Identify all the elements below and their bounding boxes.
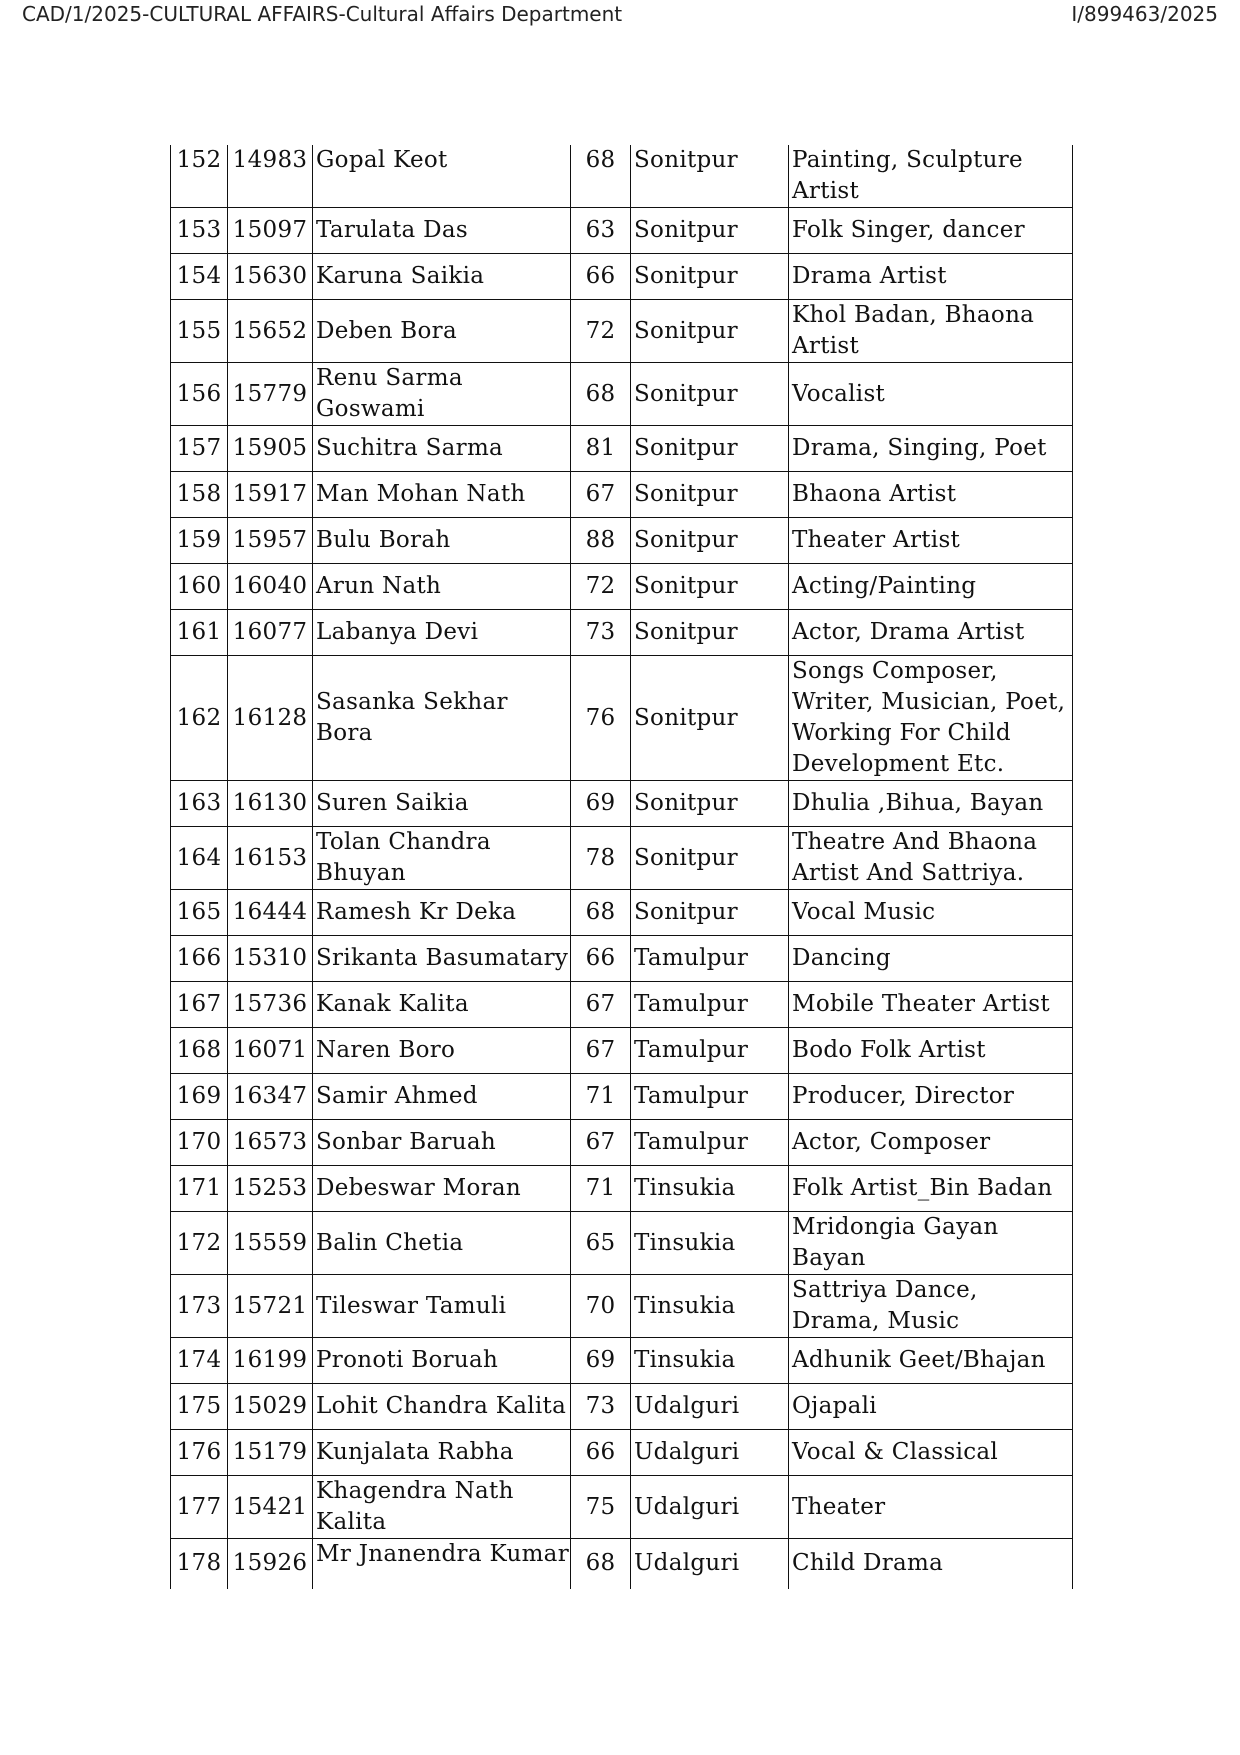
age-cell: 72	[571, 564, 631, 610]
age-cell: 68	[571, 363, 631, 426]
table-row	[171, 1384, 1073, 1430]
artist-name-cell: Gopal Keot	[313, 145, 571, 208]
serial-number-cell: 173	[171, 1275, 228, 1338]
art-field-cell: Khol Badan, Bhaona Artist	[789, 300, 1073, 363]
age-cell: 69	[571, 781, 631, 827]
table-row	[171, 363, 1073, 426]
artist-name-cell: Man Mohan Nath	[313, 472, 571, 518]
table-row	[171, 1028, 1073, 1074]
table-row	[171, 1476, 1073, 1539]
serial-number-cell: 168	[171, 1028, 228, 1074]
table-row	[171, 936, 1073, 982]
age-cell: 69	[571, 1338, 631, 1384]
district-cell: Udalguri	[631, 1384, 789, 1430]
document-reference: CAD/1/2025-CULTURAL AFFAIRS-Cultural Affairs Department	[22, 2, 623, 26]
artist-name-cell: Suren Saikia	[313, 781, 571, 827]
serial-number-cell: 160	[171, 564, 228, 610]
serial-number-cell: 167	[171, 982, 228, 1028]
table-row	[171, 890, 1073, 936]
art-field-cell: Actor, Drama Artist	[789, 610, 1073, 656]
artist-list-table	[170, 145, 1073, 1589]
id-number-cell: 16130	[228, 781, 313, 827]
serial-number-cell: 156	[171, 363, 228, 426]
district-cell: Sonitpur	[631, 472, 789, 518]
id-number-cell: 16573	[228, 1120, 313, 1166]
district-cell: Udalguri	[631, 1430, 789, 1476]
id-number-cell: 16444	[228, 890, 313, 936]
art-field-cell: Folk Singer, dancer	[789, 208, 1073, 254]
artist-name-cell: Sasanka Sekhar Bora	[313, 656, 571, 781]
district-cell: Sonitpur	[631, 781, 789, 827]
serial-number-cell: 175	[171, 1384, 228, 1430]
artist-name-cell: Samir Ahmed	[313, 1074, 571, 1120]
table-row	[171, 564, 1073, 610]
art-field-cell: Songs Composer, Writer, Musician, Poet, Working For Child Development Etc.	[789, 656, 1073, 781]
serial-number-cell: 170	[171, 1120, 228, 1166]
art-field-cell: Mridongia Gayan Bayan	[789, 1212, 1073, 1275]
age-cell: 66	[571, 936, 631, 982]
serial-number-cell: 164	[171, 827, 228, 890]
serial-number-cell: 178	[171, 1539, 228, 1589]
id-number-cell: 14983	[228, 145, 313, 208]
age-cell: 70	[571, 1275, 631, 1338]
district-cell: Sonitpur	[631, 208, 789, 254]
district-cell: Sonitpur	[631, 564, 789, 610]
table-row	[171, 610, 1073, 656]
artist-name-cell: Srikanta Basumatary	[313, 936, 571, 982]
serial-number-cell: 152	[171, 145, 228, 208]
artist-name-cell: Mr Jnanendra Kumar	[313, 1539, 571, 1589]
serial-number-cell: 154	[171, 254, 228, 300]
age-cell: 78	[571, 827, 631, 890]
id-number-cell: 16077	[228, 610, 313, 656]
table-row	[171, 300, 1073, 363]
table-body	[171, 145, 1073, 1589]
table-row	[171, 145, 1073, 208]
art-field-cell: Painting, Sculpture Artist	[789, 145, 1073, 208]
id-number-cell: 15957	[228, 518, 313, 564]
art-field-cell: Drama, Singing, Poet	[789, 426, 1073, 472]
age-cell: 67	[571, 1028, 631, 1074]
artist-name-cell: Tarulata Das	[313, 208, 571, 254]
artist-name-cell: Bulu Borah	[313, 518, 571, 564]
artist-name-cell: Khagendra Nath Kalita	[313, 1476, 571, 1539]
artist-name-cell: Kunjalata Rabha	[313, 1430, 571, 1476]
age-cell: 71	[571, 1074, 631, 1120]
id-number-cell: 15421	[228, 1476, 313, 1539]
art-field-cell: Sattriya Dance, Drama, Music	[789, 1275, 1073, 1338]
artist-name-cell: Suchitra Sarma	[313, 426, 571, 472]
id-number-cell: 15736	[228, 982, 313, 1028]
table-row	[171, 518, 1073, 564]
district-cell: Sonitpur	[631, 827, 789, 890]
id-number-cell: 15310	[228, 936, 313, 982]
district-cell: Sonitpur	[631, 426, 789, 472]
artist-name-cell: Kanak Kalita	[313, 982, 571, 1028]
serial-number-cell: 157	[171, 426, 228, 472]
artist-name-cell: Debeswar Moran	[313, 1166, 571, 1212]
art-field-cell: Actor, Composer	[789, 1120, 1073, 1166]
artist-name-cell: Sonbar Baruah	[313, 1120, 571, 1166]
art-field-cell: Dhulia ,Bihua, Bayan	[789, 781, 1073, 827]
serial-number-cell: 171	[171, 1166, 228, 1212]
serial-number-cell: 161	[171, 610, 228, 656]
table-row	[171, 1275, 1073, 1338]
artist-name-cell: Renu Sarma Goswami	[313, 363, 571, 426]
table-row	[171, 1338, 1073, 1384]
age-cell: 63	[571, 208, 631, 254]
document-number: I/899463/2025	[1071, 2, 1218, 26]
table-row	[171, 472, 1073, 518]
age-cell: 66	[571, 1430, 631, 1476]
table-row	[171, 1074, 1073, 1120]
art-field-cell: Dancing	[789, 936, 1073, 982]
table-row	[171, 1539, 1073, 1589]
art-field-cell: Theatre And Bhaona Artist And Sattriya.	[789, 827, 1073, 890]
district-cell: Sonitpur	[631, 656, 789, 781]
id-number-cell: 15029	[228, 1384, 313, 1430]
artist-name-cell: Tileswar Tamuli	[313, 1275, 571, 1338]
district-cell: Tinsukia	[631, 1212, 789, 1275]
id-number-cell: 15097	[228, 208, 313, 254]
district-cell: Tamulpur	[631, 1028, 789, 1074]
age-cell: 66	[571, 254, 631, 300]
district-cell: Sonitpur	[631, 300, 789, 363]
district-cell: Udalguri	[631, 1476, 789, 1539]
age-cell: 68	[571, 145, 631, 208]
art-field-cell: Producer, Director	[789, 1074, 1073, 1120]
artist-name-cell: Labanya Devi	[313, 610, 571, 656]
district-cell: Sonitpur	[631, 254, 789, 300]
age-cell: 73	[571, 1384, 631, 1430]
serial-number-cell: 163	[171, 781, 228, 827]
id-number-cell: 15630	[228, 254, 313, 300]
serial-number-cell: 155	[171, 300, 228, 363]
district-cell: Tinsukia	[631, 1338, 789, 1384]
age-cell: 75	[571, 1476, 631, 1539]
age-cell: 65	[571, 1212, 631, 1275]
art-field-cell: Theater	[789, 1476, 1073, 1539]
district-cell: Sonitpur	[631, 145, 789, 208]
table-row	[171, 827, 1073, 890]
id-number-cell: 15721	[228, 1275, 313, 1338]
serial-number-cell: 166	[171, 936, 228, 982]
art-field-cell: Vocalist	[789, 363, 1073, 426]
serial-number-cell: 169	[171, 1074, 228, 1120]
artist-name-cell: Lohit Chandra Kalita	[313, 1384, 571, 1430]
id-number-cell: 15652	[228, 300, 313, 363]
id-number-cell: 15253	[228, 1166, 313, 1212]
table-row	[171, 1430, 1073, 1476]
artist-name-cell: Naren Boro	[313, 1028, 571, 1074]
serial-number-cell: 174	[171, 1338, 228, 1384]
art-field-cell: Vocal Music	[789, 890, 1073, 936]
id-number-cell: 15779	[228, 363, 313, 426]
district-cell: Tamulpur	[631, 1074, 789, 1120]
age-cell: 67	[571, 472, 631, 518]
art-field-cell: Ojapali	[789, 1384, 1073, 1430]
artist-name-cell: Karuna Saikia	[313, 254, 571, 300]
serial-number-cell: 159	[171, 518, 228, 564]
id-number-cell: 15559	[228, 1212, 313, 1275]
artist-name-cell: Ramesh Kr Deka	[313, 890, 571, 936]
table-row	[171, 781, 1073, 827]
age-cell: 71	[571, 1166, 631, 1212]
art-field-cell: Adhunik Geet/Bhajan	[789, 1338, 1073, 1384]
art-field-cell: Acting/Painting	[789, 564, 1073, 610]
id-number-cell: 16128	[228, 656, 313, 781]
district-cell: Tamulpur	[631, 982, 789, 1028]
district-cell: Sonitpur	[631, 518, 789, 564]
age-cell: 67	[571, 1120, 631, 1166]
district-cell: Udalguri	[631, 1539, 789, 1589]
age-cell: 73	[571, 610, 631, 656]
district-cell: Tinsukia	[631, 1275, 789, 1338]
district-cell: Tamulpur	[631, 936, 789, 982]
id-number-cell: 16199	[228, 1338, 313, 1384]
district-cell: Tinsukia	[631, 1166, 789, 1212]
artist-name-cell: Balin Chetia	[313, 1212, 571, 1275]
age-cell: 67	[571, 982, 631, 1028]
art-field-cell: Folk Artist_Bin Badan	[789, 1166, 1073, 1212]
id-number-cell: 15917	[228, 472, 313, 518]
id-number-cell: 15905	[228, 426, 313, 472]
serial-number-cell: 172	[171, 1212, 228, 1275]
id-number-cell: 16071	[228, 1028, 313, 1074]
district-cell: Sonitpur	[631, 363, 789, 426]
id-number-cell: 16347	[228, 1074, 313, 1120]
serial-number-cell: 162	[171, 656, 228, 781]
table-row	[171, 254, 1073, 300]
serial-number-cell: 158	[171, 472, 228, 518]
serial-number-cell: 177	[171, 1476, 228, 1539]
id-number-cell: 16040	[228, 564, 313, 610]
age-cell: 68	[571, 890, 631, 936]
age-cell: 68	[571, 1539, 631, 1589]
art-field-cell: Child Drama	[789, 1539, 1073, 1589]
table-row	[171, 426, 1073, 472]
district-cell: Sonitpur	[631, 610, 789, 656]
table-row	[171, 1166, 1073, 1212]
table-row	[171, 1212, 1073, 1275]
serial-number-cell: 176	[171, 1430, 228, 1476]
table-row	[171, 208, 1073, 254]
age-cell: 76	[571, 656, 631, 781]
district-cell: Sonitpur	[631, 890, 789, 936]
art-field-cell: Theater Artist	[789, 518, 1073, 564]
serial-number-cell: 153	[171, 208, 228, 254]
age-cell: 88	[571, 518, 631, 564]
id-number-cell: 15179	[228, 1430, 313, 1476]
id-number-cell: 16153	[228, 827, 313, 890]
art-field-cell: Vocal & Classical	[789, 1430, 1073, 1476]
serial-number-cell: 165	[171, 890, 228, 936]
district-cell: Tamulpur	[631, 1120, 789, 1166]
art-field-cell: Mobile Theater Artist	[789, 982, 1073, 1028]
art-field-cell: Bodo Folk Artist	[789, 1028, 1073, 1074]
age-cell: 72	[571, 300, 631, 363]
age-cell: 81	[571, 426, 631, 472]
table-row	[171, 1120, 1073, 1166]
artist-name-cell: Pronoti Boruah	[313, 1338, 571, 1384]
art-field-cell: Bhaona Artist	[789, 472, 1073, 518]
artist-name-cell: Tolan Chandra Bhuyan	[313, 827, 571, 890]
artist-name-cell: Arun Nath	[313, 564, 571, 610]
artist-name-cell: Deben Bora	[313, 300, 571, 363]
table-row	[171, 656, 1073, 781]
id-number-cell: 15926	[228, 1539, 313, 1589]
table-row	[171, 982, 1073, 1028]
art-field-cell: Drama Artist	[789, 254, 1073, 300]
